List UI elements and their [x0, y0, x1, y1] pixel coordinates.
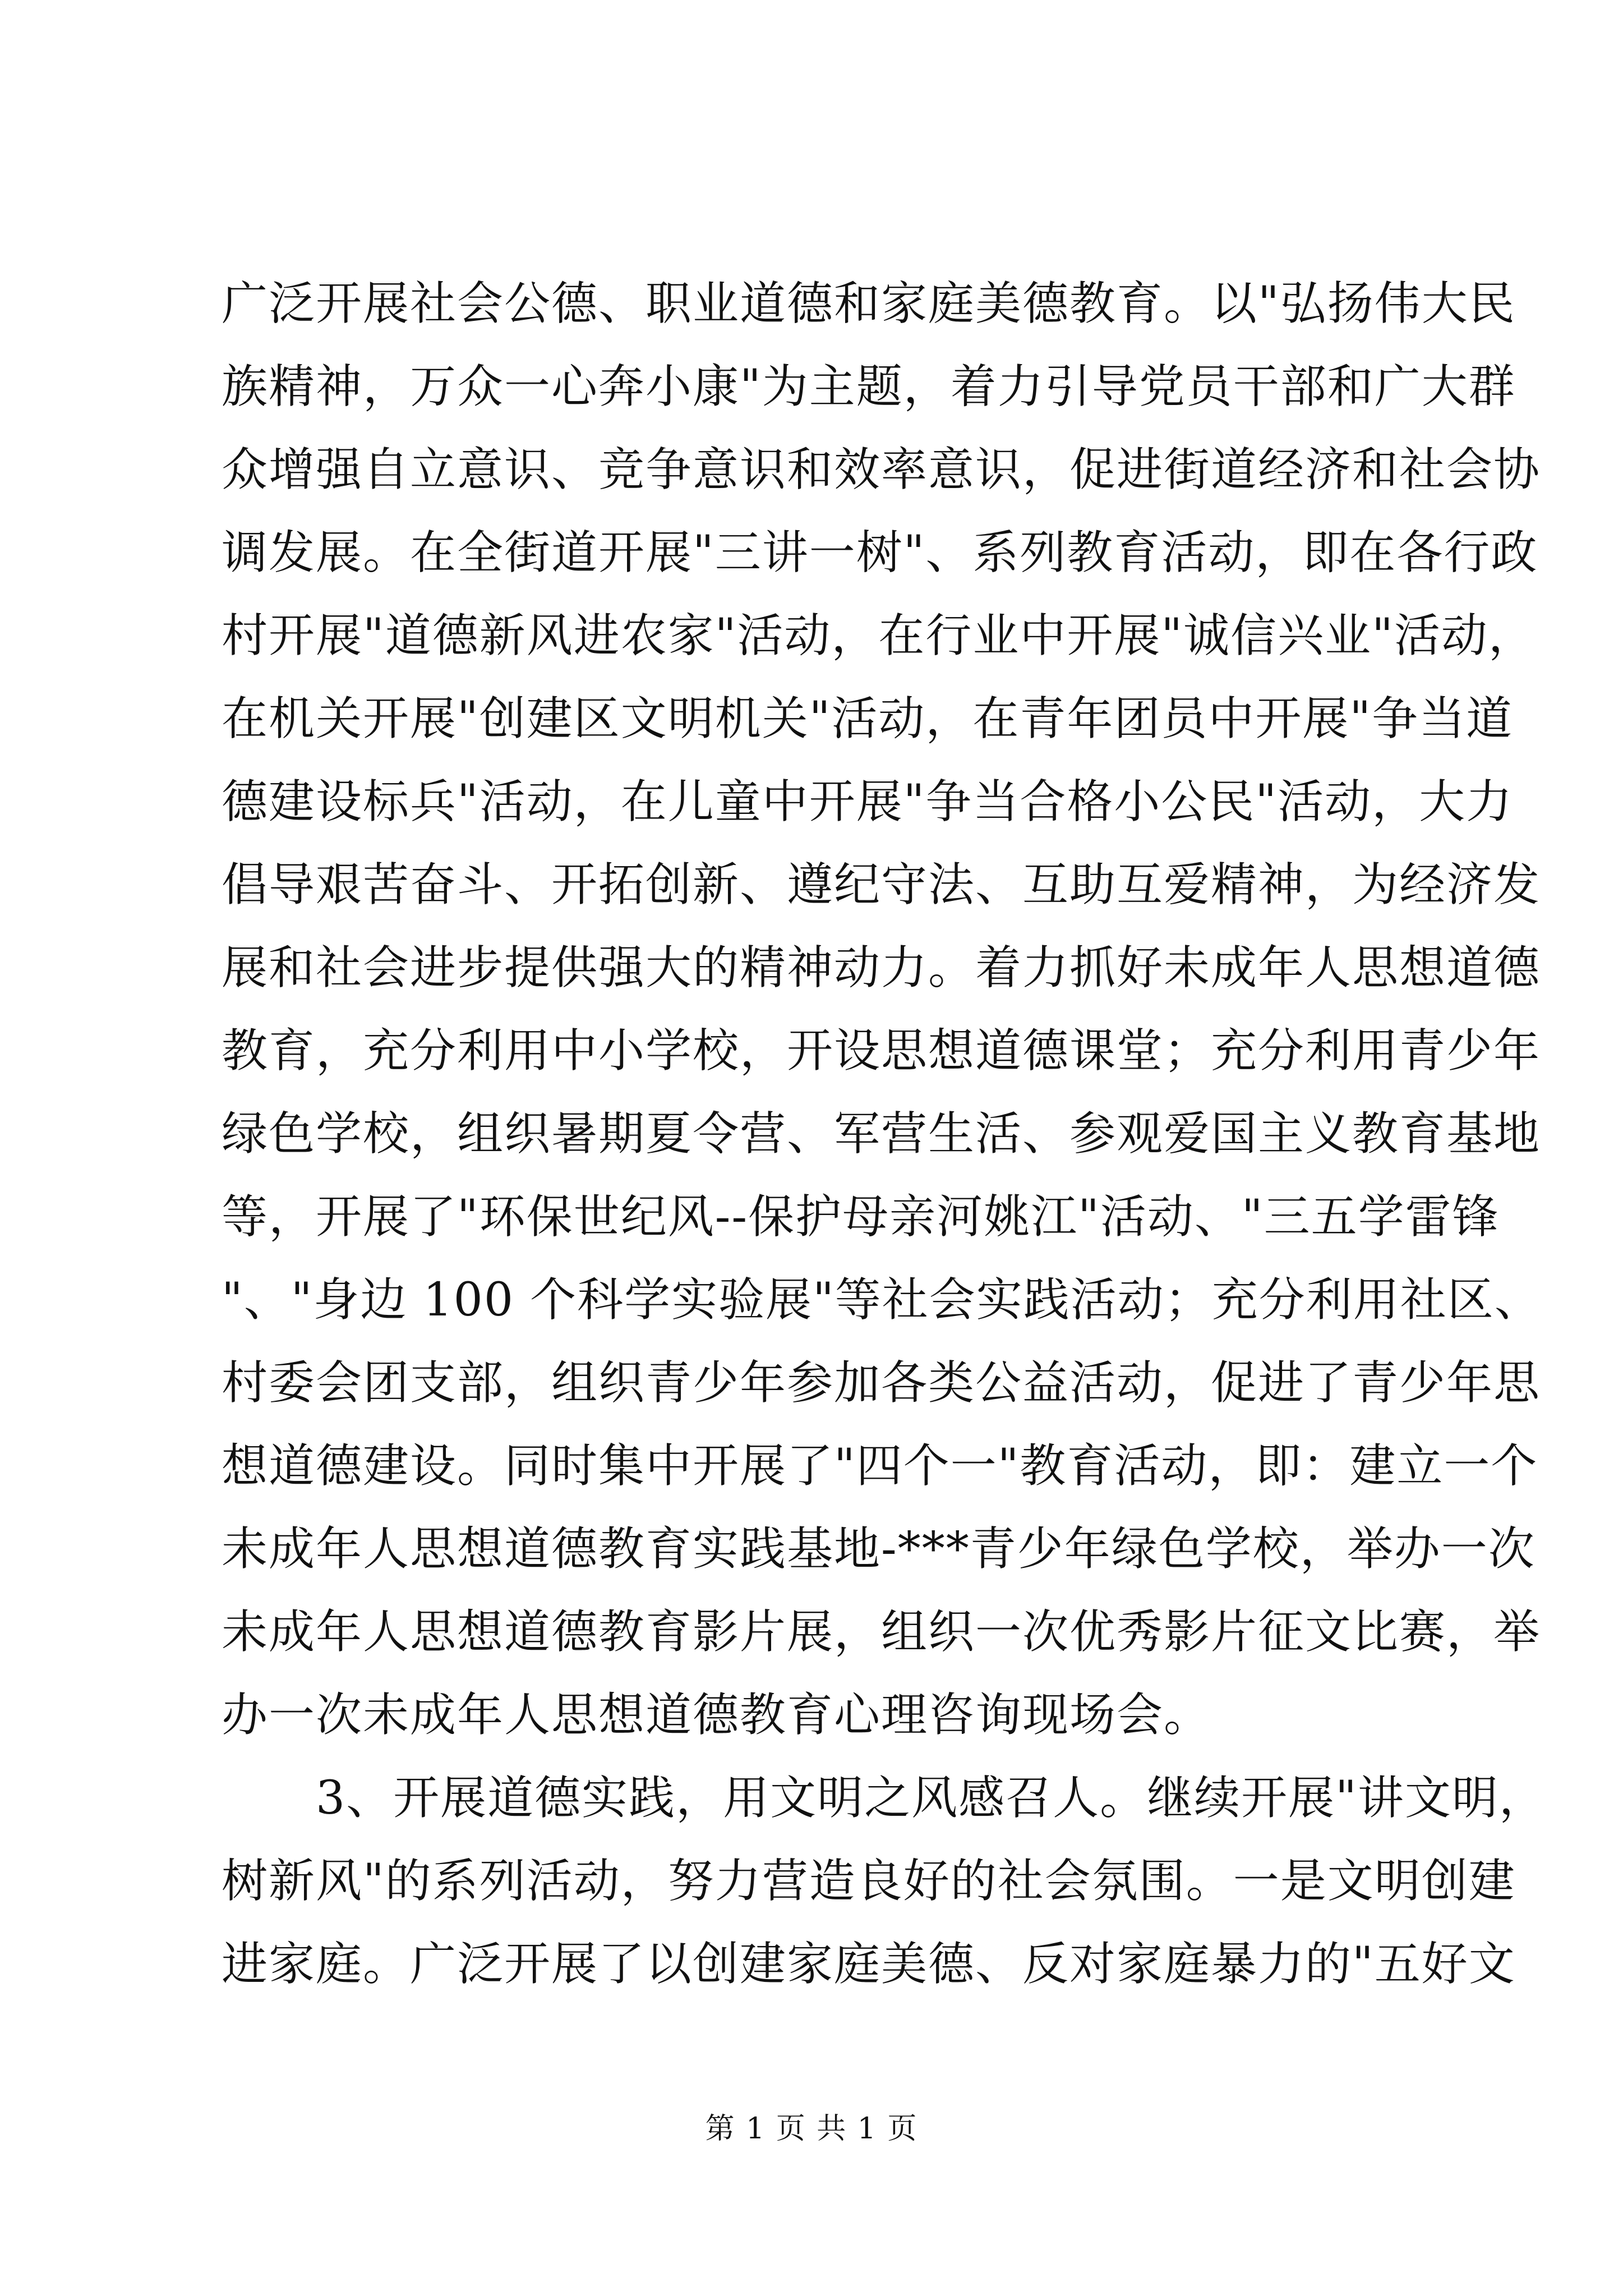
- text-line: 广泛开展社会公德、职业道德和家庭美德教育。以"弘扬伟大民: [222, 277, 1516, 330]
- text-line: 3、开展道德实践，用文明之风感召人。继续开展"讲文明，: [222, 1772, 1546, 1825]
- text-line: 族精神，万众一心奔小康"为主题，着力引导党员干部和广大群: [222, 360, 1516, 413]
- page-number: 第 1 页 共 1 页: [705, 2112, 918, 2146]
- text-line: 展和社会进步提供强大的精神动力。着力抓好未成年人思想道德: [222, 941, 1541, 995]
- text-line: 村开展"道德新风进农家"活动，在行业中开展"诚信兴业"活动，: [222, 609, 1536, 662]
- text-line: 在机关开展"创建区文明机关"活动，在青年团员中开展"争当道: [222, 692, 1514, 746]
- text-line: 倡导艰苦奋斗、开拓创新、遵纪守法、互助互爱精神，为经济发: [222, 858, 1541, 912]
- text-line: 调发展。在全街道开展"三讲一树"、系列教育活动，即在各行政: [222, 526, 1538, 579]
- page-footer: [0, 2105, 1623, 2147]
- text-line: "、"身边 100 个科学实验展"等社会实践活动；充分利用社区、: [222, 1273, 1542, 1327]
- text-line: 未成年人思想道德教育实践基地-***青少年绿色学校，举办一次: [222, 1522, 1536, 1576]
- text-line: 绿色学校，组织暑期夏令营、军营生活、参观爱国主义教育基地: [222, 1107, 1541, 1161]
- document-body: [222, 263, 1546, 2006]
- text-line: 教育，充分利用中小学校，开设思想道德课堂；充分利用青少年: [222, 1024, 1541, 1078]
- text-line: 德建设标兵"活动，在儿童中开展"争当合格小公民"活动，大力: [222, 775, 1514, 829]
- text-line: 进家庭。广泛开展了以创建家庭美德、反对家庭暴力的"五好文: [222, 1938, 1516, 1991]
- text-line: 想道德建设。同时集中开展了"四个一"教育活动，即：建立一个: [222, 1439, 1538, 1493]
- text-line: 办一次未成年人思想道德教育心理咨询现场会。: [222, 1688, 1211, 1742]
- text-line: 众增强自立意识、竞争意识和效率意识，促进街道经济和社会协: [222, 443, 1541, 496]
- text-line: 等，开展了"环保世纪风--保护母亲河姚江"活动、"三五学雷锋: [222, 1190, 1500, 1244]
- text-line: 村委会团支部，组织青少年参加各类公益活动，促进了青少年思: [222, 1356, 1541, 1410]
- text-line: 树新风"的系列活动，努力营造良好的社会氛围。一是文明创建: [222, 1855, 1516, 1908]
- text-line: 未成年人思想道德教育影片展，组织一次优秀影片征文比赛，举: [222, 1605, 1541, 1659]
